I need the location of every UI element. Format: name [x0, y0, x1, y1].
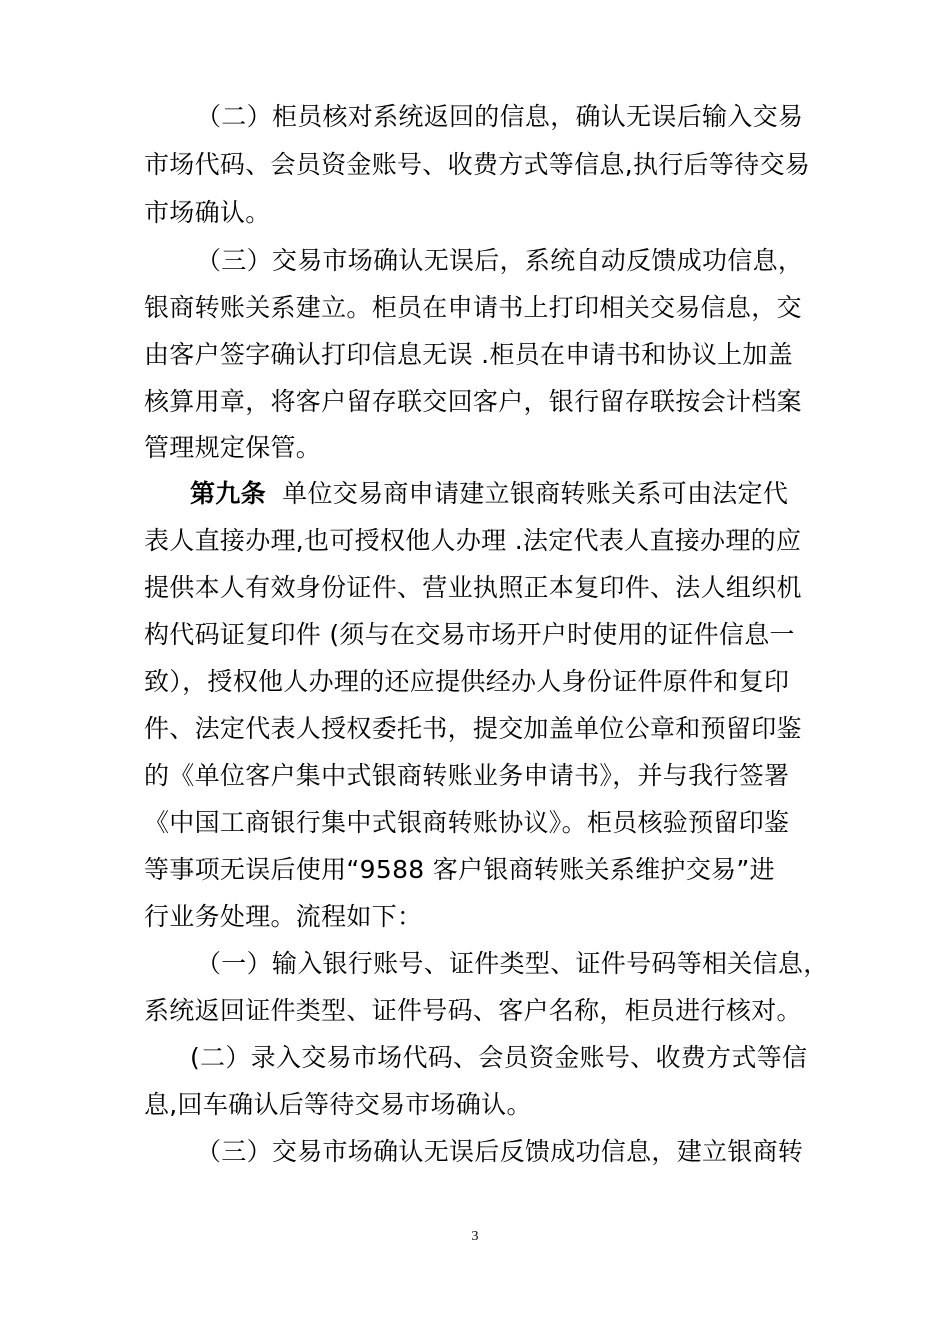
paragraph-line: （一）输入银行账号、证件类型、证件号码等相关信息，	[196, 949, 829, 978]
paragraph-line: （三）交易市场确认无误后，系统自动反馈成功信息，	[196, 246, 804, 275]
paragraph-line: 市场确认。	[144, 198, 271, 227]
paragraph-line: 银商转账关系建立。柜员在申请书上打印相关交易信息，交	[144, 293, 802, 322]
paragraph-line: 件、法定代表人授权委托书，提交加盖单位公章和预留印鉴	[144, 714, 802, 743]
paragraph-line: 息,回车确认后等待交易市场确认。	[144, 1090, 532, 1119]
page-number: 3	[471, 1229, 479, 1244]
article-line	[190, 477, 788, 511]
paragraph-line: 致），授权他人办理的还应提供经办人身份证件原件和复印	[144, 667, 790, 696]
paragraph-line: 表人直接办理,也可授权他人办理 .法定代表人直接办理的应	[144, 526, 802, 555]
article-heading: 第九条	[190, 479, 266, 508]
paragraph-line: 行业务处理。流程如下：	[144, 902, 423, 931]
paragraph-line: （三）交易市场确认无误后反馈成功信息，建立银商转	[196, 1137, 804, 1166]
paragraph-line: 等事项无误后使用“9588 客户银商转账关系维护交易”进	[144, 855, 775, 884]
paragraph-line: 核算用章，将客户留存联交回客户，银行留存联按会计档案	[144, 387, 802, 416]
paragraph-line: 的《单位客户集中式银商转账业务申请书》，并与我行签署	[144, 761, 790, 790]
paragraph-line: 构代码证复印件 (须与在交易市场开户时使用的证件信息一	[144, 620, 795, 649]
paragraph-line: 管理规定保管。	[144, 433, 322, 462]
article-text: 单位交易商申请建立银商转账关系可由法定代	[282, 479, 789, 508]
paragraph-line: 市场代码、会员资金账号、收费方式等信息,执行后等待交易	[144, 150, 811, 179]
paragraph-line: 《中国工商银行集中式银商转账协议》。柜员核验预留印鉴	[144, 808, 790, 837]
paragraph-line: 提供本人有效身份证件、营业执照正本复印件、法人组织机	[144, 573, 802, 602]
paragraph-line: （二）柜员核对系统返回的信息，确认无误后输入交易	[196, 102, 804, 131]
paragraph-line: (二）录入交易市场代码、会员资金账号、收费方式等信	[190, 1043, 808, 1072]
paragraph-line: 系统返回证件类型、证件号码、客户名称，柜员进行核对。	[144, 996, 802, 1025]
paragraph-line: 由客户签字确认打印信息无误 .柜员在申请书和协议上加盖	[144, 340, 793, 369]
